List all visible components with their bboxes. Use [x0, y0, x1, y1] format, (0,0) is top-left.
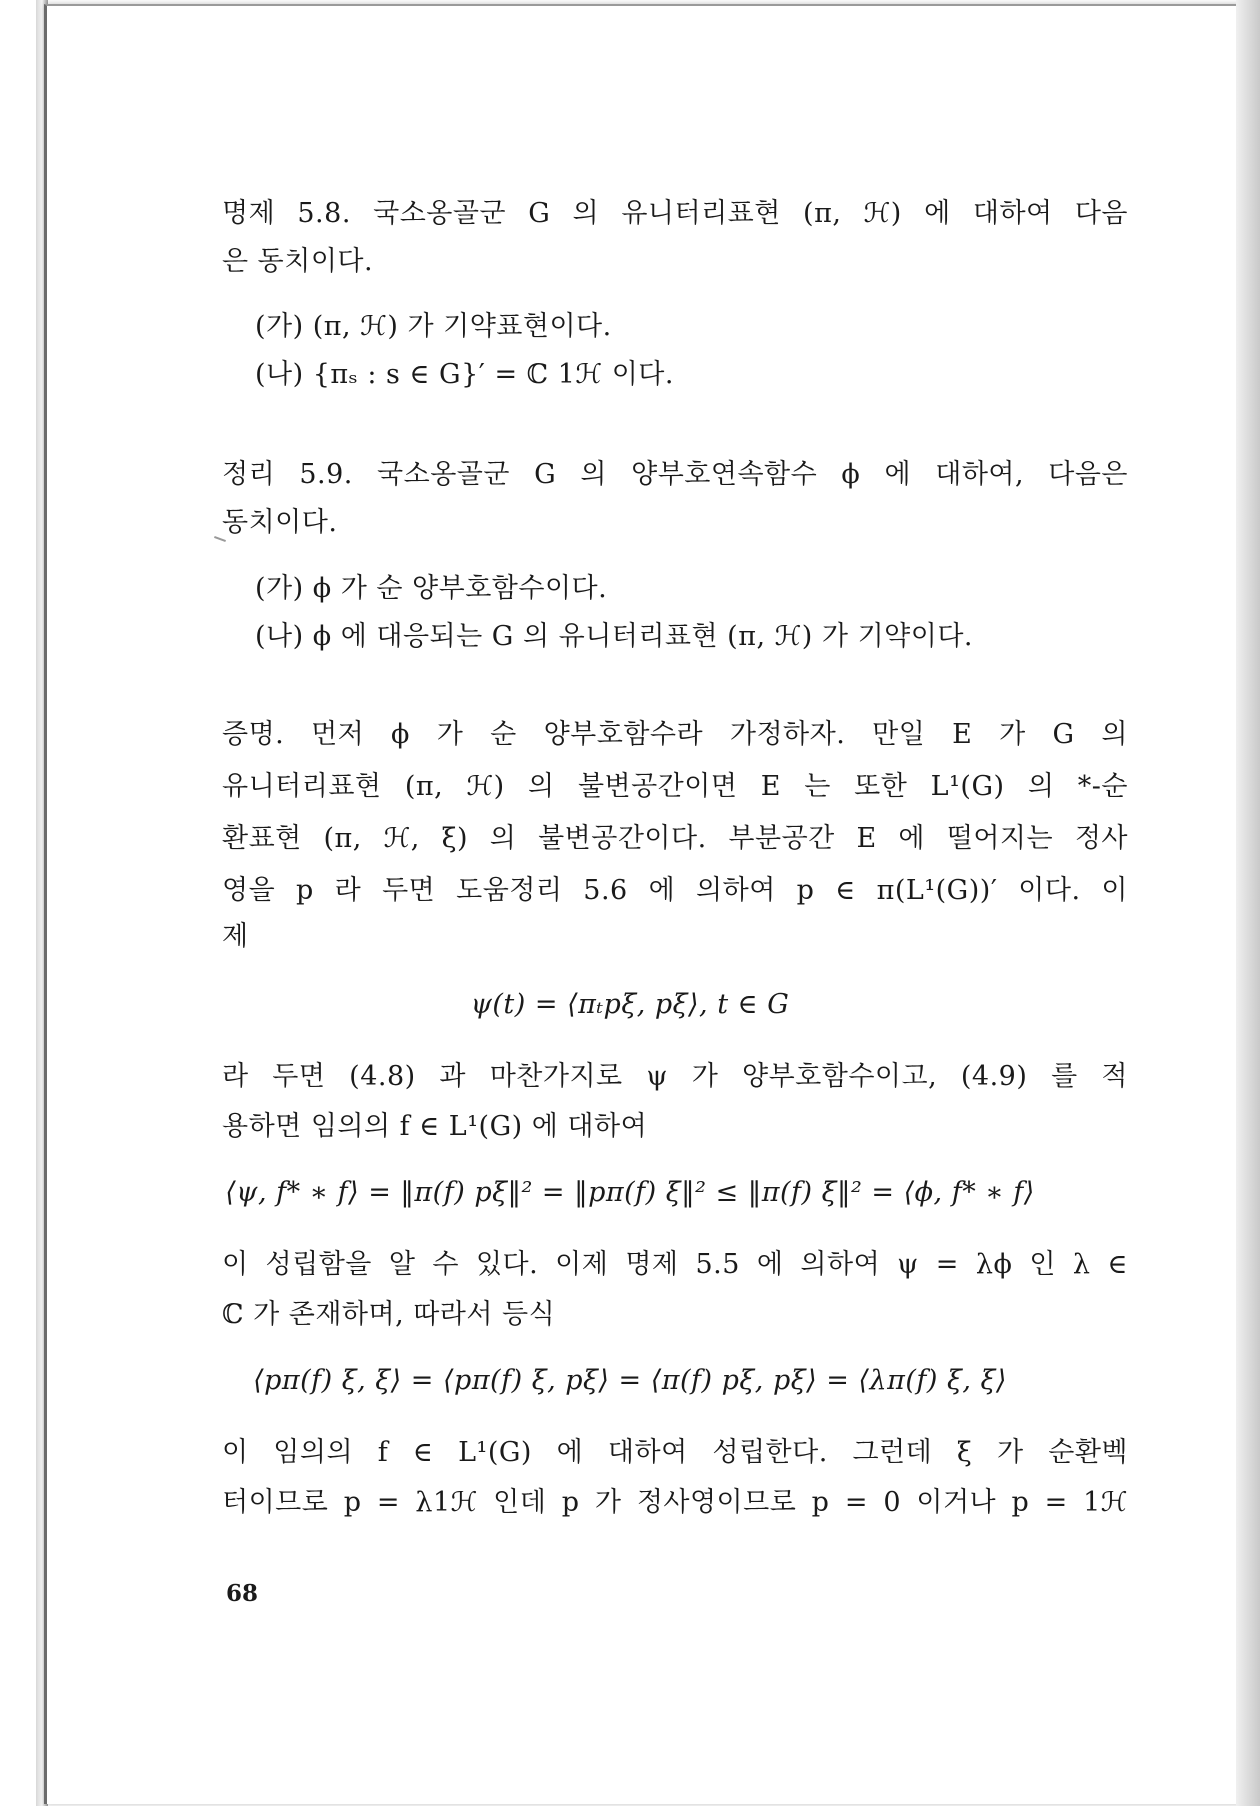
equation-psi: ψ(t) = ⟨πₜpξ, pξ⟩, t ∈ G [470, 989, 790, 1020]
proof-line-5: 제 [222, 921, 249, 952]
proposition-text: 은 동치이다. [222, 246, 374, 277]
theorem-item-b: (나) ϕ 에 대응되는 G 의 유니터리표현 (π, ℋ) 가 기약이다. [255, 621, 974, 652]
page-number: 68 [226, 1580, 259, 1607]
proof-line-6: 라 두면 (4.8) 과 마찬가지로 ψ 가 양부호함수이고, (4.9) 를 적 [222, 1061, 1128, 1092]
proposition-item-b: (나) {πₛ : s ∈ G}′ = ℂ 1ℋ 이다. [255, 359, 674, 390]
proposition-item-a: (가) (π, ℋ) 가 기약표현이다. [255, 311, 612, 342]
proof-line-4: 영을 p 라 두면 도움정리 5.6 에 의하여 p ∈ π(L¹(G))′ 이다. 이 [222, 875, 1128, 906]
equation-norm: ⟨ψ, f* ∗ f⟩ = ‖π(f) pξ‖² = ‖pπ(f) ξ‖² ≤ ‖π(f) ξ‖² = ⟨ϕ, f* ∗ f⟩ [225, 1177, 1035, 1208]
proof-line-1: 증명. 먼저 ϕ 가 순 양부호함수라 가정하자. 만일 E 가 G 의 [222, 719, 1128, 750]
page-right-edge [1236, 0, 1260, 1806]
proof-line-3: 환표현 (π, ℋ, ξ) 의 불변공간이다. 부분공간 E 에 떨어지는 정사 [222, 823, 1128, 854]
theorem-text: 동치이다. [222, 507, 338, 538]
proof-line-11: 터이므로 p = λ1ℋ 인데 p 가 정사영이므로 p = 0 이거나 p = 1ℋ [222, 1487, 1128, 1518]
proof-line-7: 용하면 임의의 f ∈ L¹(G) 에 대하여 [222, 1111, 648, 1142]
proposition-heading: 명제 5.8. 국소옹골군 G 의 유니터리표현 (π, ℋ) 에 대하여 다음 [222, 198, 1128, 229]
proof-line-9: ℂ 가 존재하며, 따라서 등식 [222, 1299, 556, 1330]
theorem-heading: 정리 5.9. 국소옹골군 G 의 양부호연속함수 ϕ 에 대하여, 다음은 [222, 459, 1128, 490]
proof-line-2: 유니터리표현 (π, ℋ) 의 불변공간이면 E 는 또한 L¹(G) 의 *-순 [222, 771, 1128, 802]
equation-inner-product: ⟨pπ(f) ξ, ξ⟩ = ⟨pπ(f) ξ, pξ⟩ = ⟨π(f) pξ, pξ⟩ = ⟨λπ(f) ξ, ξ⟩ [253, 1365, 1007, 1396]
proof-line-8: 이 성립함을 알 수 있다. 이제 명제 5.5 에 의하여 ψ = λϕ 인 λ ∈ [222, 1249, 1128, 1280]
theorem-item-a: (가) ϕ 가 순 양부호함수이다. [255, 573, 608, 604]
proof-line-10: 이 임의의 f ∈ L¹(G) 에 대하여 성립한다. 그런데 ξ 가 순환벡 [222, 1437, 1128, 1468]
